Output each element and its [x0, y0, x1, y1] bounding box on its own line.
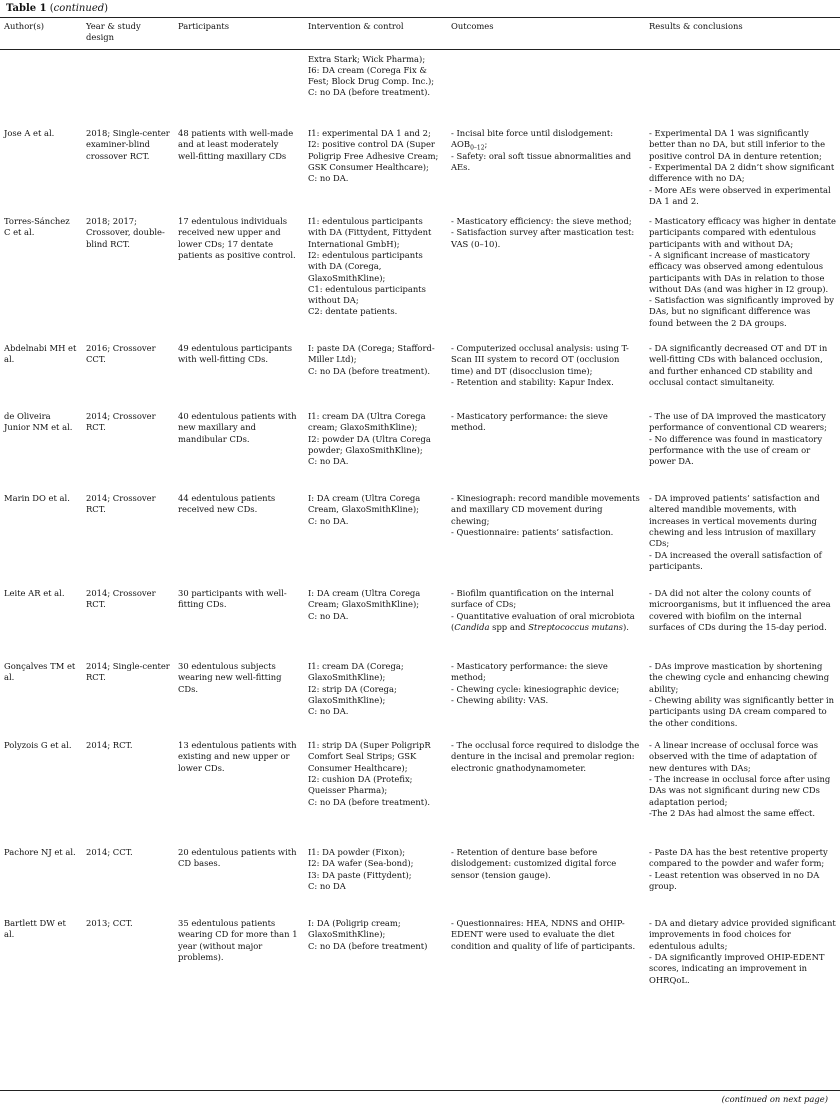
cell-outcomes-line: - Satisfaction survey after mastication test: VAS (0–10). — [451, 227, 635, 249]
cell-author: Abdelnabi MH et al. — [4, 343, 77, 365]
cell-intervention — [304, 343, 447, 411]
cell-intervention-line: C: no DA (before treatment). — [308, 365, 431, 376]
table-row — [0, 918, 840, 1008]
cell-intervention — [304, 493, 447, 588]
cell-results-line: - DA and dietary advice provided significant improvements in food choices for edentulous adults; — [649, 918, 836, 951]
cell-year: 2014; Crossover RCT. — [86, 411, 156, 433]
cell-outcomes-line: - Quantitative evaluation of oral microbiota (Candida spp and Streptococcus mutans). — [451, 610, 635, 632]
cell-intervention-line: I1: DA powder (Fixon); — [308, 847, 406, 858]
cell-results-line: - Experimental DA 1 was significantly better than no DA, but still inferior to the positive control DA in denture retention; — [649, 128, 826, 161]
cell-year: 2014; Single-center RCT. — [86, 661, 170, 683]
cell-intervention-line: C2: dentate patients. — [308, 306, 398, 317]
cell-intervention-line: I1: cream DA (Ultra Corega cream; GlaxoSmithKline); — [308, 411, 426, 433]
cell-results-line: - Masticatory efficacy was higher in dentate participants compared with edentulous participants with and without DA; — [649, 216, 836, 249]
cell-intervention-line: I2: cushion DA (Protefix; Queisser Pharma); — [308, 773, 413, 796]
cell-author: Bartlett DW et al. — [4, 918, 66, 940]
cell-intervention-line: I: DA (Poligrip cream; GlaxoSmithKline); — [308, 918, 401, 940]
cell-results-line: - DA did not alter the colony counts of microorganisms, but it influenced the area covered with biofilm on the internal surfaces of CDs during the 15-day period. — [649, 588, 831, 632]
cell-outcomes-line: - Chewing ability: VAS. — [451, 694, 549, 705]
cell-author: Pachore NJ et al. — [4, 847, 76, 858]
cell-results-line: -The 2 DAs had almost the same effect. — [649, 807, 816, 818]
cell-outcomes — [447, 661, 645, 740]
cell-outcomes-line: - Computerized occlusal analysis: using T-Scan III system to record OT (occlusion time) and DT (disocclusion time); — [451, 343, 629, 376]
cell-intervention-line: C: no DA. — [308, 706, 349, 717]
cell-intervention-line: C1: edentulous participants without DA; — [308, 283, 426, 306]
table-row — [0, 740, 840, 847]
cell-results — [645, 661, 840, 740]
cell-intervention-line: I1: edentulous participants with DA (Fittydent, Fittydent International GmbH); — [308, 216, 432, 249]
cell-author: Polyzois G et al. — [4, 740, 72, 751]
cell-outcomes — [447, 343, 645, 411]
cell-results-line: - DA significantly decreased OT and DT in well-fitting CDs with balanced occlusion, and further enhanced CD stability and occlusal contact simultaneity. — [649, 343, 828, 387]
cell-intervention — [304, 661, 447, 740]
cell-outcomes — [447, 128, 645, 216]
cell-intervention-line: C: no DA (before treatment). — [308, 796, 431, 807]
cell-year: 2013; CCT. — [86, 918, 133, 929]
col-header-participants: Participants — [174, 18, 304, 50]
table-bottom-rule — [0, 1090, 840, 1091]
cell-results-line: - The use of DA improved the masticatory performance of conventional CD wearers; — [649, 411, 827, 433]
cell-intervention — [304, 918, 447, 1008]
col-header-year: Year & study design — [82, 18, 174, 50]
col-header-author: Author(s) — [0, 18, 82, 50]
cell-intervention-line: I2: powder DA (Ultra Corega powder; GlaxoSmithKline); — [308, 433, 431, 455]
cell-results-line: - Least retention was observed in no DA group. — [649, 869, 820, 891]
cell-results-line: - DA increased the overall satisfaction of participants. — [649, 549, 822, 571]
cell-year: 2014; CCT. — [86, 847, 133, 858]
cell-outcomes-line: - Masticatory efficiency: the sieve method; — [451, 216, 632, 227]
cell-intervention — [304, 128, 447, 216]
table-row — [0, 588, 840, 661]
cell-intervention-line: C: no DA — [308, 880, 346, 891]
table-row — [0, 661, 840, 740]
cell-outcomes-line: - Incisal bite force until dislodgement: $AOB_{0-12}$; — [451, 128, 614, 153]
cell-year: 2014; Crossover RCT. — [86, 588, 156, 610]
cell-year — [82, 49, 174, 128]
table-row — [0, 49, 840, 128]
cell-year: 2016; Crossover CCT. — [86, 343, 156, 365]
table-label: Table 1 — [6, 3, 47, 14]
cell-results — [645, 740, 840, 847]
cell-results-line: - Paste DA has the best retentive property compared to the powder and wafer form; — [649, 847, 828, 869]
cell-results — [645, 343, 840, 411]
cell-intervention-line: I: DA cream (Ultra Corega Cream; GlaxoSmithKline); — [308, 588, 421, 610]
cell-outcomes-line: - Chewing cycle: kinesiographic device; — [451, 683, 620, 694]
cell-outcomes — [447, 216, 645, 343]
cell-participants: 17 edentulous individuals received new upper and lower CDs; 17 dentate patients as positive control. — [178, 216, 296, 260]
cell-outcomes-line: - Masticatory performance: the sieve method; — [451, 661, 608, 683]
cell-results — [645, 128, 840, 216]
cell-intervention-line: I: DA cream (Ultra Corega Cream, GlaxoSmithKline); — [308, 493, 421, 515]
cell-intervention-line: C: no DA. — [308, 515, 349, 526]
cell-participants: 20 edentulous patients with CD bases. — [178, 847, 297, 869]
cell-author: Leite AR et al. — [4, 588, 65, 599]
cell-outcomes — [447, 847, 645, 918]
table-header-row — [0, 18, 840, 50]
cell-outcomes — [447, 588, 645, 661]
table-row — [0, 493, 840, 588]
cell-results-line: - DAs improve mastication by shortening the chewing cycle and enhancing chewing ability; — [649, 661, 830, 694]
cell-intervention — [304, 740, 447, 847]
cell-author: de Oliveira Junior NM et al. — [4, 411, 73, 433]
cell-intervention-line: I1: experimental DA 1 and 2; — [308, 128, 431, 139]
cell-intervention-line: I2: DA wafer (Sea-bond); — [308, 858, 414, 869]
cell-intervention — [304, 847, 447, 918]
cell-intervention-line: I6: DA cream (Corega Fix & Fest; Block Drug Comp. Inc.); — [308, 64, 435, 87]
cell-participants — [174, 49, 304, 128]
cell-participants: 30 participants with well-fitting CDs. — [178, 588, 287, 610]
cell-outcomes — [447, 49, 645, 128]
cell-intervention-line: I1: cream DA (Corega; GlaxoSmithKline); — [308, 661, 404, 683]
cell-author: Torres-Sánchez C et al. — [4, 216, 70, 238]
cell-year: 2014; Crossover RCT. — [86, 493, 156, 515]
cell-results-line: - No difference was found in masticatory performance with the use of cream or power DA. — [649, 433, 823, 467]
cell-outcomes-line: - Safety: oral soft tissue abnormalities and AEs. — [451, 150, 632, 172]
col-header-intervention: Intervention & control — [304, 18, 447, 50]
cell-results — [645, 49, 840, 128]
cell-outcomes-line: - Questionnaire: patients’ satisfaction. — [451, 526, 614, 537]
cell-intervention-line: I2: positive control DA (Super Poligrip Free Adhesive Cream; GSK Consumer Healthcare); — [308, 139, 439, 172]
cell-intervention-line: C: no DA (before treatment) — [308, 940, 428, 951]
table-row — [0, 847, 840, 918]
table-row — [0, 216, 840, 343]
cell-results-line: - The increase in occlusal force after using DAs was not significant during new CDs adaptation period; — [649, 773, 831, 807]
cell-intervention-line: C: no DA (before treatment). — [308, 87, 431, 98]
table-continued-note: continued — [53, 3, 105, 14]
cell-intervention-line: I1: strip DA (Super PoligripR Comfort Seal Strips; GSK Consumer Healthcare); — [308, 740, 431, 773]
cell-results — [645, 216, 840, 343]
cell-outcomes-line: - Kinesiograph: record mandible movements and maxillary CD movement during chewing; — [451, 493, 640, 526]
cell-results-line: - DA improved patients’ satisfaction and altered mandible movements, with increases in vertical movements during chewing and less intrusion of maxillary CDs; — [649, 493, 820, 549]
cell-outcomes-line: - The occlusal force required to dislodge the denture in the incisal and premolar region: electronic gnathodynamometer. — [451, 740, 640, 773]
cell-intervention-line: Extra Stark; Wick Pharma); — [308, 53, 426, 64]
cell-results-line: - A linear increase of occlusal force was observed with the time of adaptation of new dentures with DAs; — [649, 740, 819, 773]
cell-intervention-line: I3: DA paste (Fittydent); — [308, 869, 412, 880]
cell-intervention-line: C: no DA. — [308, 456, 349, 467]
cell-intervention — [304, 216, 447, 343]
cell-outcomes — [447, 411, 645, 493]
table-row — [0, 343, 840, 411]
table-caption: Table 1 (continued) — [6, 3, 109, 14]
col-header-results: Results & conclusions — [645, 18, 840, 50]
cell-intervention — [304, 411, 447, 493]
cell-participants: 40 edentulous patients with new maxillary and mandibular CDs. — [178, 411, 297, 444]
cell-results — [645, 411, 840, 493]
cell-intervention-line: I: paste DA (Corega; Stafford-Miller Ltd); — [308, 343, 435, 365]
cell-author: Jose A et al. — [4, 128, 55, 139]
continued-footer: (continued on next page) — [721, 1094, 828, 1104]
cell-participants: 13 edentulous patients with existing and new upper or lower CDs. — [178, 740, 297, 773]
cell-results-line: - A significant increase of masticatory efficacy was observed among edentulous participants with DAs in relation to those without DAs (and was higher in I2 group). — [649, 249, 829, 294]
cell-author: Gonçalves TM et al. — [4, 661, 76, 683]
cell-year: 2018; Single-center examiner-blind crossover RCT. — [86, 128, 170, 161]
cell-results-line: - DA significantly improved OHIP-EDENT scores, indicating an improvement in OHRQoL. — [649, 951, 825, 985]
cell-results — [645, 493, 840, 588]
cell-outcomes — [447, 740, 645, 847]
cell-intervention-line: I2: edentulous participants with DA (Corega, GlaxoSmithKline); — [308, 249, 423, 283]
cell-participants: 44 edentulous patients received new CDs. — [178, 493, 276, 515]
cell-outcomes-line: - Biofilm quantification on the internal surface of CDs; — [451, 588, 614, 610]
cell-year: 2018; 2017; Crossover, double-blind RCT. — [86, 216, 165, 249]
col-header-outcomes: Outcomes — [447, 18, 645, 50]
cell-results-line: - Satisfaction was significantly improved by DAs, but no significant difference was found between the 2 DA groups. — [649, 295, 834, 328]
cell-outcomes-line: - Masticatory performance: the sieve method. — [451, 411, 608, 433]
cell-results — [645, 847, 840, 918]
cell-participants: 48 patients with well-made and at least moderately well-fitting maxillary CDs — [178, 128, 294, 161]
cell-intervention-line: I2: strip DA (Corega; GlaxoSmithKline); — [308, 683, 397, 705]
cell-results-line: - Chewing ability was significantly better in participants using DA cream compared to the other conditions. — [649, 694, 835, 728]
cell-intervention — [304, 49, 447, 128]
cell-intervention — [304, 588, 447, 661]
cell-intervention-line: C: no DA. — [308, 173, 349, 184]
cell-results-line: - Experimental DA 2 didn’t show significant difference with no DA; — [649, 161, 835, 184]
table-row — [0, 128, 840, 216]
cell-results-line: - More AEs were observed in experimental DA 1 and 2. — [649, 184, 831, 206]
cell-participants: 35 edentulous patients wearing CD for more than 1 year (without major problems). — [178, 918, 298, 962]
cell-outcomes-line: - Retention and stability: Kapur Index. — [451, 376, 614, 387]
cell-intervention-line: C: no DA. — [308, 610, 349, 621]
studies-table — [0, 17, 840, 1008]
cell-year: 2014; RCT. — [86, 740, 133, 751]
cell-author — [0, 49, 82, 128]
cell-outcomes — [447, 918, 645, 1008]
cell-author: Marin DO et al. — [4, 493, 70, 504]
cell-outcomes — [447, 493, 645, 588]
cell-results — [645, 918, 840, 1008]
cell-outcomes-line: - Retention of denture base before dislodgement: customized digital force sensor (tension gauge). — [451, 847, 617, 880]
cell-outcomes-line: - Questionnaires: HEA, NDNS and OHIP-EDENT were used to evaluate the diet condition and quality of life of participants. — [451, 918, 636, 951]
cell-participants: 49 edentulous participants with well-fitting CDs. — [178, 343, 293, 365]
cell-participants: 30 edentulous subjects wearing new well-fitting CDs. — [178, 661, 282, 694]
table-row — [0, 411, 840, 493]
cell-results — [645, 588, 840, 661]
